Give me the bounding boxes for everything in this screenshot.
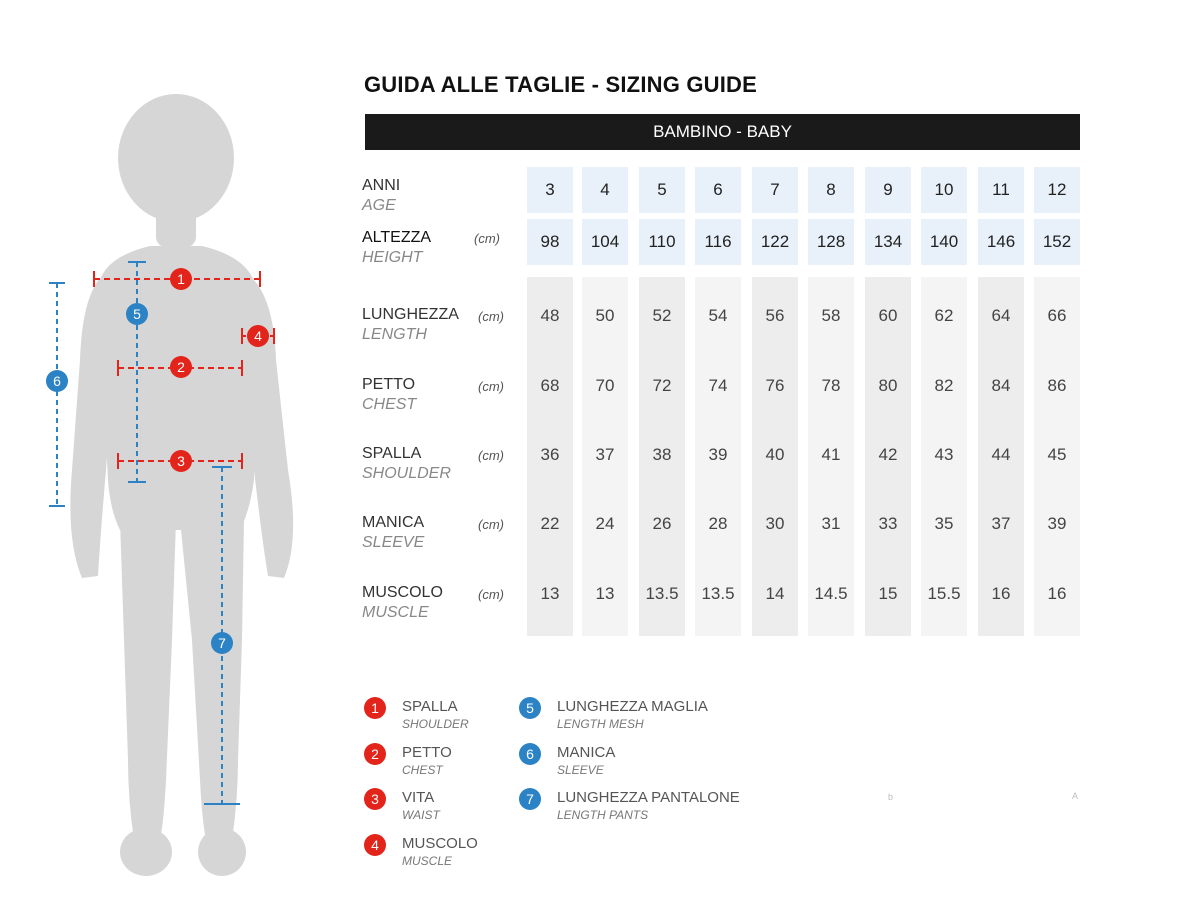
table-cell: 33 xyxy=(878,514,898,533)
table-cell: 13.5 xyxy=(701,584,735,603)
data-row-3-label-it: MANICA xyxy=(362,514,425,531)
legend-label: SPALLA xyxy=(402,698,458,715)
height-cell: 110 xyxy=(639,219,685,265)
table-cell: 52 xyxy=(652,306,672,325)
legend-badge: 3 xyxy=(364,788,386,810)
table-cell: 26 xyxy=(652,514,672,533)
legend-badge: 4 xyxy=(364,834,386,856)
legend-label: VITA xyxy=(402,789,435,806)
figure-marker-number: 5 xyxy=(133,306,141,322)
table-cell: 28 xyxy=(708,514,728,533)
legend-label: PETTO xyxy=(402,744,452,761)
table-cell: 39 xyxy=(708,445,728,464)
height-row-label-en: HEIGHT xyxy=(362,249,423,266)
row-unit: (cm) xyxy=(478,587,504,602)
table-cell: 42 xyxy=(878,445,898,464)
height-cell: 152 xyxy=(1034,219,1080,265)
legend-label-en: LENGTH PANTS xyxy=(557,808,649,822)
age-cell: 7 xyxy=(752,167,798,213)
data-row-1-label-en: CHEST xyxy=(362,396,417,413)
table-cell: 45 xyxy=(1047,445,1067,464)
figure-marker-number: 2 xyxy=(177,359,185,375)
legend-label-en: LENGTH MESH xyxy=(557,717,644,731)
height-cell: 140 xyxy=(921,219,967,265)
table-cell: 41 xyxy=(821,445,841,464)
legend-label: MANICA xyxy=(557,744,616,761)
legend-badge: 2 xyxy=(364,743,386,765)
table-banner: BAMBINO - BABY xyxy=(365,114,1080,150)
age-cell: 12 xyxy=(1034,167,1080,213)
table-cell: 14.5 xyxy=(814,584,848,603)
figure-marker-5 xyxy=(126,303,148,325)
row-unit: (cm) xyxy=(478,517,504,532)
legend-badge: 1 xyxy=(364,697,386,719)
table-cell: 37 xyxy=(991,514,1011,533)
table-cell: 38 xyxy=(652,445,672,464)
height-row-label-it: ALTEZZA xyxy=(362,229,432,246)
height-row-label xyxy=(362,229,432,266)
legend-label-en: SHOULDER xyxy=(402,717,469,731)
data-row-0-label xyxy=(362,306,459,343)
data-row-1-label xyxy=(362,376,417,413)
table-cell: 16 xyxy=(1047,584,1067,603)
figure-marker-2 xyxy=(170,356,192,378)
child-silhouette xyxy=(70,94,293,876)
data-row-3-label xyxy=(362,514,425,551)
faint-mark-b: b xyxy=(888,792,894,802)
age-cell: 4 xyxy=(582,167,628,213)
figure-marker-1 xyxy=(170,268,192,290)
age-cell: 9 xyxy=(865,167,911,213)
table-cell: 44 xyxy=(991,445,1011,464)
data-row-0-label-it: LUNGHEZZA xyxy=(362,306,459,323)
row-unit: (cm) xyxy=(478,379,504,394)
table-cell: 43 xyxy=(934,445,954,464)
table-cell: 40 xyxy=(765,445,785,464)
age-cell: 5 xyxy=(639,167,685,213)
table-cell: 70 xyxy=(595,376,615,395)
data-row-4-label-en: MUSCLE xyxy=(362,604,429,621)
table-cell: 14 xyxy=(765,584,785,603)
page-title: GUIDA ALLE TAGLIE - SIZING GUIDE xyxy=(364,72,758,97)
table-cell: 22 xyxy=(540,514,560,533)
table-cell: 84 xyxy=(991,376,1011,395)
figure-marker-number: 7 xyxy=(218,635,226,651)
legend-label: LUNGHEZZA MAGLIA xyxy=(557,698,708,715)
faint-mark-a: A xyxy=(1072,791,1079,801)
age-cell: 6 xyxy=(695,167,741,213)
table-cell: 72 xyxy=(652,376,672,395)
height-cell: 98 xyxy=(527,219,573,265)
table-cell: 36 xyxy=(540,445,560,464)
table-cell: 35 xyxy=(934,514,954,533)
legend-label-en: WAIST xyxy=(402,808,440,822)
table-cell: 66 xyxy=(1047,306,1067,325)
figure-marker-3 xyxy=(170,450,192,472)
table-cell: 16 xyxy=(991,584,1011,603)
table-cell: 50 xyxy=(595,306,615,325)
sleeve-measure-line xyxy=(49,283,65,506)
age-cell: 10 xyxy=(921,167,967,213)
data-row-1-label-it: PETTO xyxy=(362,376,416,393)
legend-label-en: MUSCLE xyxy=(402,854,453,868)
table-cell: 56 xyxy=(765,306,785,325)
height-cell: 134 xyxy=(865,219,911,265)
age-cell: 8 xyxy=(808,167,854,213)
table-cell: 13 xyxy=(540,584,560,603)
age-row-label-en: AGE xyxy=(362,197,396,214)
height-cell: 116 xyxy=(695,219,741,265)
table-cell: 31 xyxy=(821,514,841,533)
data-row-2-label-en: SHOULDER xyxy=(362,465,451,482)
table-cell: 74 xyxy=(708,376,728,395)
table-cell: 15.5 xyxy=(927,584,961,603)
child-figure xyxy=(0,0,340,923)
height-cell: 128 xyxy=(808,219,854,265)
table-cell: 48 xyxy=(540,306,560,325)
figure-marker-6 xyxy=(46,370,68,392)
table-cell: 15 xyxy=(878,584,898,603)
figure-marker-4 xyxy=(247,325,269,347)
age-row-label xyxy=(362,177,401,214)
legend-badge: 5 xyxy=(519,697,541,719)
legend-label-en: SLEEVE xyxy=(557,763,604,777)
data-row-4-label-it: MUSCOLO xyxy=(362,584,443,601)
figure-marker-number: 6 xyxy=(53,373,61,389)
table-cell: 60 xyxy=(878,306,898,325)
figure-marker-number: 1 xyxy=(177,271,185,287)
table-cell: 30 xyxy=(765,514,785,533)
table-cell: 64 xyxy=(991,306,1011,325)
data-row-0-label-en: LENGTH xyxy=(362,326,427,343)
data-row-4-label xyxy=(362,584,443,621)
table-cell: 37 xyxy=(595,445,615,464)
table-cell: 76 xyxy=(765,376,785,395)
height-unit: (cm) xyxy=(474,231,500,246)
height-cell: 122 xyxy=(752,219,798,265)
height-cell: 146 xyxy=(978,219,1024,265)
figure-marker-7 xyxy=(211,632,233,654)
data-row-2-label-it: SPALLA xyxy=(362,445,422,462)
data-row-3-label-en: SLEEVE xyxy=(362,534,425,551)
table-cell: 13 xyxy=(595,584,615,603)
row-unit: (cm) xyxy=(478,309,504,324)
legend-badge: 6 xyxy=(519,743,541,765)
legend-label-en: CHEST xyxy=(402,763,443,777)
legend-label: MUSCOLO xyxy=(402,835,478,852)
legend-badge: 7 xyxy=(519,788,541,810)
table-cell: 54 xyxy=(708,306,728,325)
table-cell: 78 xyxy=(821,376,841,395)
height-cell: 104 xyxy=(582,219,628,265)
age-cell: 3 xyxy=(527,167,573,213)
table-cell: 62 xyxy=(934,306,954,325)
table-cell: 13.5 xyxy=(645,584,679,603)
legend-label: LUNGHEZZA PANTALONE xyxy=(557,789,740,806)
row-unit: (cm) xyxy=(478,448,504,463)
table-cell: 82 xyxy=(934,376,954,395)
table-cell: 39 xyxy=(1047,514,1067,533)
figure-marker-number: 3 xyxy=(177,453,185,469)
age-row-label-it: ANNI xyxy=(362,177,401,194)
figure-marker-number: 4 xyxy=(254,328,262,344)
table-cell: 80 xyxy=(878,376,898,395)
table-cell: 24 xyxy=(595,514,615,533)
table-cell: 68 xyxy=(540,376,560,395)
data-row-2-label xyxy=(362,445,451,482)
table-cell: 86 xyxy=(1047,376,1067,395)
table-cell: 58 xyxy=(821,306,841,325)
age-cell: 11 xyxy=(978,167,1024,213)
